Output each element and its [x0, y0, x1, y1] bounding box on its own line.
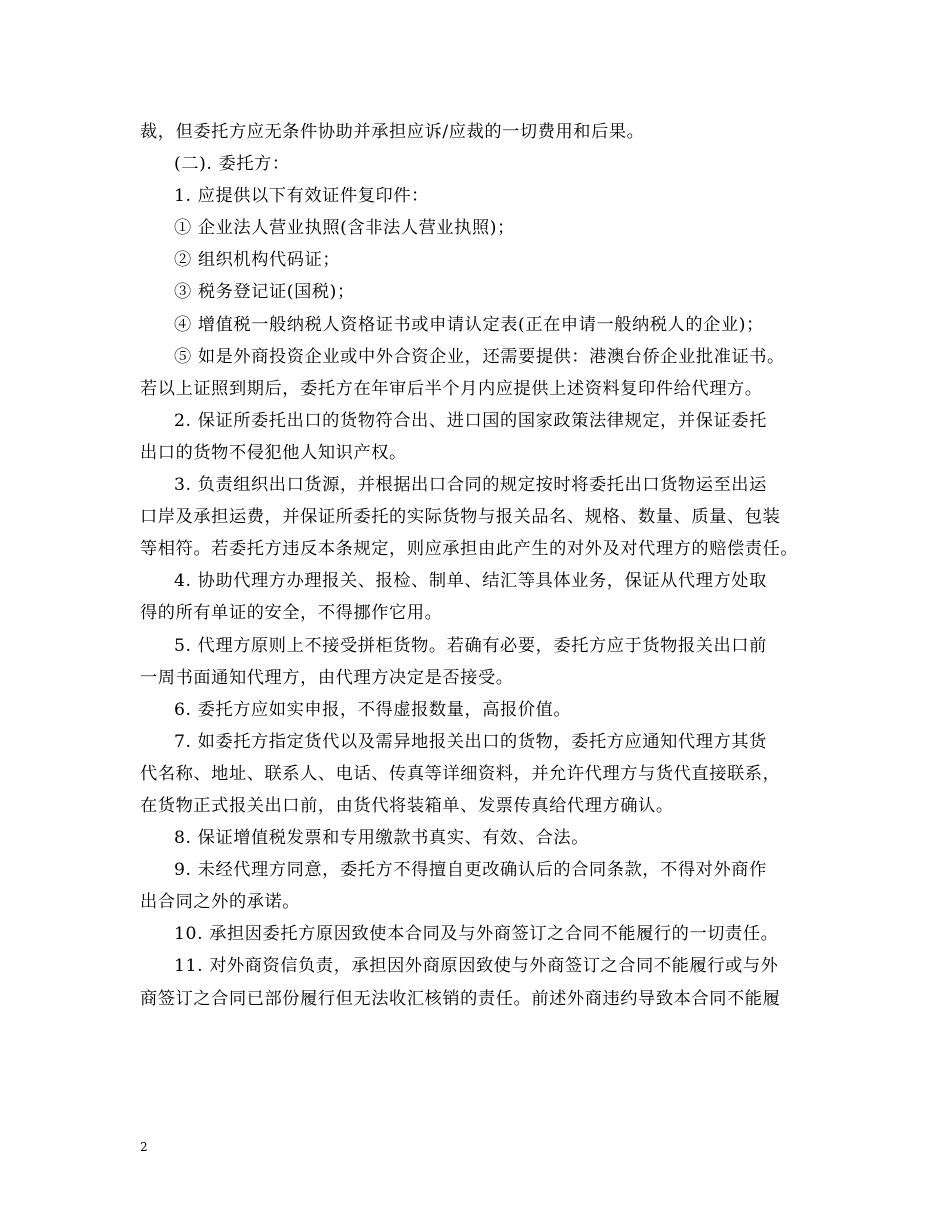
text-line: 7. 如委托方指定货代以及需异地报关出口的货物，委托方应通知代理方其货: [174, 731, 767, 752]
text-line: 11. 对外商资信负责，承担因外商原因致使与外商签订之合同不能履行或与外: [174, 956, 779, 977]
text-line: 出合同之外的承诺。: [140, 892, 301, 913]
text-line: 9. 未经代理方同意，委托方不得擅自更改确认后的合同条款，不得对外商作: [174, 860, 767, 881]
page-number: 2: [140, 1140, 148, 1154]
text-line: 若以上证照到期后，委托方在年审后半个月内应提供上述资料复印件给代理方。: [140, 378, 763, 399]
text-line: (二). 委托方：: [174, 154, 290, 175]
text-line: 8. 保证增值税发票和专用缴款书真实、有效、合法。: [174, 828, 589, 849]
text-line: 口岸及承担运费，并保证所委托的实际货物与报关品名、规格、数量、质量、包装: [140, 507, 781, 528]
text-line: 3. 负责组织出口货源，并根据出口合同的规定按时将委托出口货物运至出运: [174, 475, 767, 496]
text-line: 一周书面通知代理方，由代理方决定是否接受。: [140, 667, 514, 688]
text-line: 6. 委托方应如实申报，不得虚报数量，高报价值。: [174, 699, 572, 720]
text-line: 10. 承担因委托方原因致使本合同及与外商签订之合同不能履行的一切责任。: [174, 924, 779, 945]
text-line: 1. 应提供以下有效证件复印件：: [174, 186, 429, 207]
text-line: 4. 协助代理方办理报关、报检、制单、结汇等具体业务，保证从代理方处取: [174, 571, 767, 592]
text-line: ④ 增值税一般纳税人资格证书或申请认定表(正在申请一般纳税人的企业)；: [174, 314, 764, 335]
text-line: ② 组织机构代码证；: [174, 250, 341, 271]
text-line: 裁，但委托方应无条件协助并承担应诉/应裁的一切费用和后果。: [140, 122, 645, 142]
text-line: 代名称、地址、联系人、电话、传真等详细资料，并允许代理方与货代直接联系，: [140, 763, 781, 784]
text-line: 得的所有单证的安全，不得挪作它用。: [140, 603, 443, 624]
text-line: ⑤ 如是外商投资企业或中外合资企业，还需要提供：港澳台侨企业批准证书。: [174, 346, 785, 367]
text-line: 在货物正式报关出口前，由货代将装箱单、发票传真给代理方确认。: [140, 795, 674, 816]
text-line: 2. 保证所委托出口的货物符合出、进口国的国家政策法律规定，并保证委托: [174, 410, 767, 431]
text-line: 商签订之合同已部份履行但无法收汇核销的责任。前述外商违约导致本合同不能履: [140, 988, 781, 1009]
text-line: 等相符。若委托方违反本条规定，则应承担由此产生的对外及对代理方的赔偿责任。: [140, 539, 799, 560]
text-line: ③ 税务登记证(国税)；: [174, 282, 355, 303]
text-line: 5. 代理方原则上不接受拼柜货物。若确有必要，委托方应于货物报关出口前: [174, 635, 767, 656]
text-line: ① 企业法人营业执照(含非法人营业执照)；: [174, 218, 515, 239]
text-line: 出口的货物不侵犯他人知识产权。: [140, 442, 407, 463]
document-body: [140, 116, 830, 1015]
